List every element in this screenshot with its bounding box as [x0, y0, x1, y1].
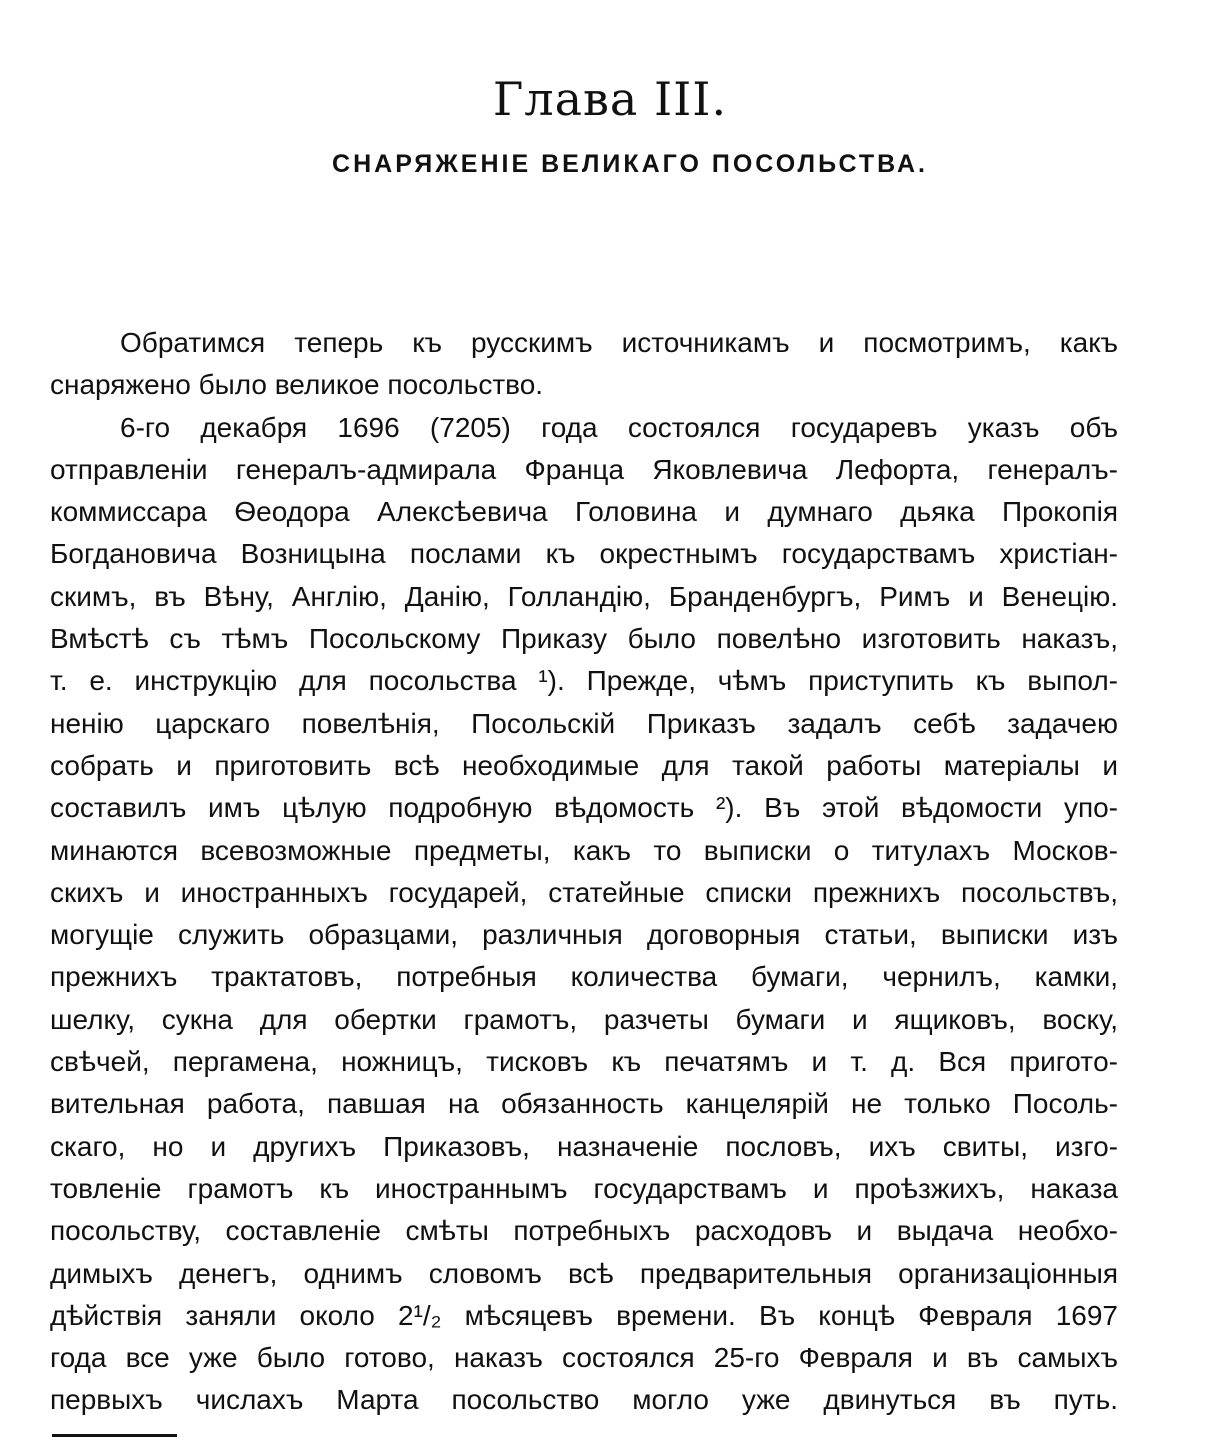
text-line: коммиссара Ѳеодора Алексѣевича Головина и думнаго дьяка Прокопія — [50, 496, 1118, 528]
text-line: вительная работа, павшая на обязанность канцелярій не только Посоль- — [50, 1088, 1118, 1120]
body-text — [50, 322, 1118, 1422]
text-line: минаются всевозможные предметы, какъ то выписки о титулахъ Москов- — [50, 834, 1118, 866]
text-line: 6-го декабря 1696 (7205) года состоялся государевъ указъ объ — [120, 411, 1118, 443]
chapter-subtitle: СНАРЯЖЕНІЕ ВЕЛИКАГО ПОСОЛЬСТВА. — [332, 150, 928, 178]
text-line: собрать и приготовить всѣ необходимые для такой работы матеріалы и — [50, 749, 1118, 781]
text-line: Обратимся теперь къ русскимъ источникамъ и посмотримъ, какъ — [120, 327, 1118, 358]
text-line: года все уже было готово, наказъ состоялся 25-го Февраля и въ самыхъ — [50, 1342, 1118, 1374]
text-line: свѣчей, пергамена, ножницъ, тисковъ къ печатямъ и т. д. Вся приготo- — [50, 1046, 1118, 1078]
text-line: скаго, но и другихъ Приказовъ, назначеніе пословъ, ихъ свиты, изго- — [50, 1130, 1118, 1162]
text-line: прежнихъ трактатовъ, потребныя количества бумаги, чернилъ, камки, — [50, 961, 1118, 993]
footnote-divider — [52, 1434, 177, 1437]
text-line: первыхъ числахъ Марта посольство могло уже двинуться въ путь. — [50, 1384, 1118, 1416]
text-line: скихъ и иностранныхъ государей, статейные списки прежнихъ посольствъ, — [50, 876, 1118, 908]
text-line: т. е. инструкцію для посольства ¹). Прежде, чѣмъ приступить къ выпол- — [50, 665, 1118, 697]
text-line: отправленіи генералъ-адмирала Франца Яковлевича Лефорта, генералъ- — [50, 453, 1118, 485]
text-line: шелку, сукна для обертки грамотъ, разчеты бумаги и ящиковъ, воску, — [50, 1003, 1118, 1035]
text-line: ненію царскаго повелѣнія, Посольскій Приказъ задалъ себѣ задачею — [50, 707, 1118, 739]
text-line: Богдановича Возницына послами къ окрестнымъ государствамъ христіан- — [50, 538, 1118, 570]
text-line: скимъ, въ Вѣну, Англію, Данію, Голландію, Бранденбургъ, Римъ и Венецію. — [50, 580, 1118, 612]
text-line: снаряжено было великое посольство. — [50, 369, 544, 401]
text-line: составилъ имъ цѣлую подробную вѣдомость ²). Въ этой вѣдомости упо- — [50, 792, 1118, 824]
text-line: товленіе грамотъ къ иностраннымъ государствамъ и проѣзжихъ, наказа — [50, 1172, 1118, 1204]
text-line: дѣйствія заняли около 2¹/₂ мѣсяцевъ времени. Въ концѣ Февраля 1697 — [50, 1299, 1118, 1331]
chapter-title: Глава III. — [492, 72, 728, 126]
text-line: могущіе служить образцами, различныя договорныя статьи, выписки изъ — [50, 919, 1118, 951]
text-line: посольству, составленіе смѣты потребныхъ расходовъ и выдача необхо- — [50, 1215, 1118, 1247]
text-line: Вмѣстѣ съ тѣмъ Посольскому Приказу было повелѣно изготовить наказъ, — [50, 623, 1118, 655]
text-line: димыхъ денегъ, однимъ словомъ всѣ предварительныя организаціонныя — [50, 1257, 1118, 1289]
